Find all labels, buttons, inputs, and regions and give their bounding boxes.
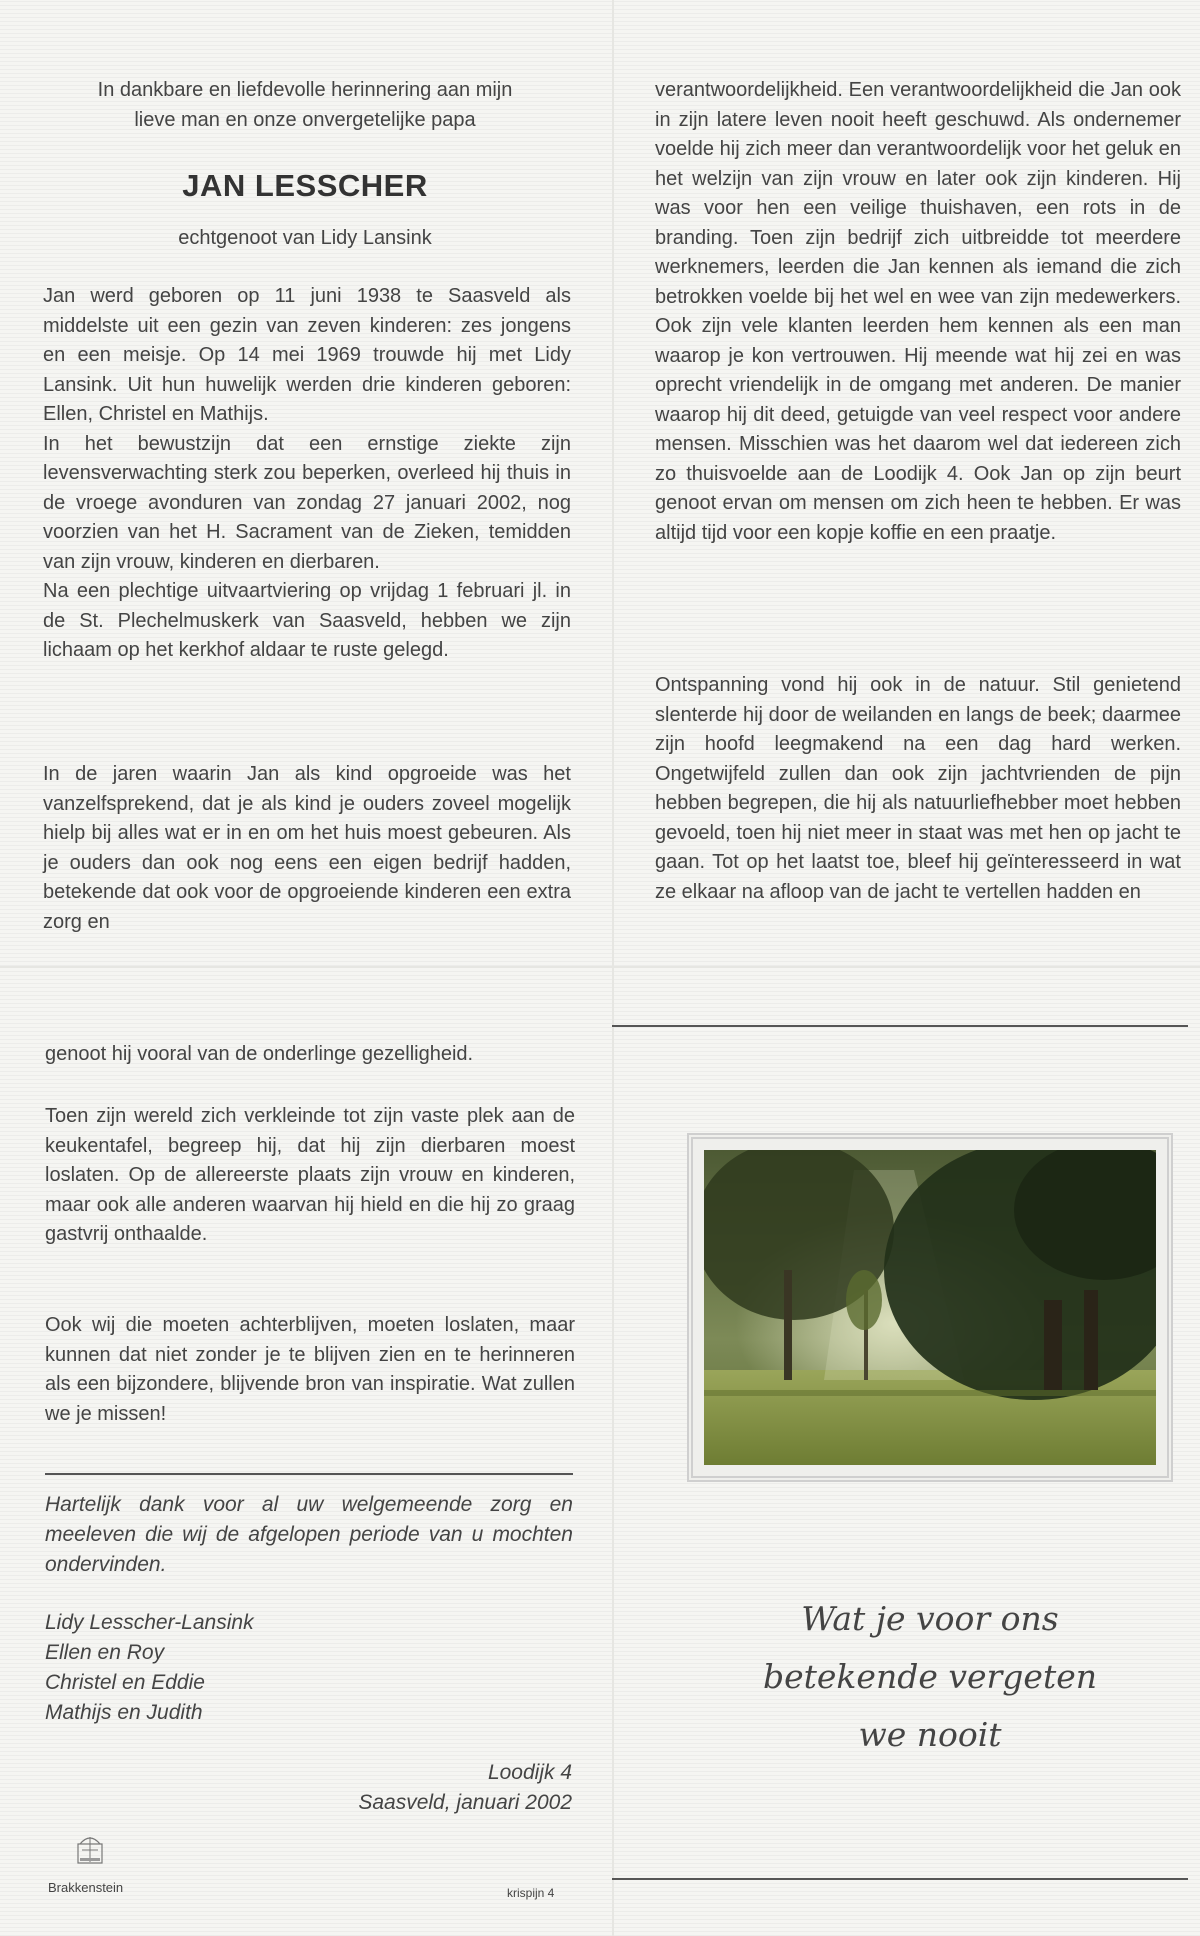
intro-text <box>55 76 555 135</box>
memorial-quote <box>700 1590 1160 1764</box>
family-member: Ellen en Roy <box>45 1641 165 1664</box>
publisher-logo-icon <box>77 1834 103 1864</box>
biography-para-5: verantwoordelijkheid. Een verantwoordelijkheid die Jan ook in zijn latere leven nooit heeft geschuwd. Als ondernemer voelde hij zich meer dan verantwoordelijk voor het geluk en het welzijn van zijn vrouw en later ook zijn kinderen. Hij was voor hen een veilige thuishaven, een rots in de branding. Toen zijn bedrijf zich uitbreidde tot meerdere werknemers, leerden die Jan kennen als iemand die zich betrokken voelde bij het wel en wee van zijn medewerkers. Ook zijn vele klanten leerden hem kennen als een man waarop je kon vertrouwen. Hij meende wat hij zei en was oprecht vriendelijk in de omgang met anderen. De manier waarop hij dit deed, getuigde van veel respect voor andere mensen. Misschien was het daarom wel dat iedereen zich zo thuisvoelde aan de Loodijk 4. Ook Jan op zijn beurt genoot ervan om mensen om zich heen te hebben. Er was altijd tijd voor een kopje koffie en een praatje. <box>655 79 1181 544</box>
quote-line-3: we nooit <box>858 1715 1002 1754</box>
farewell-para-2: Ook wij die moeten achterblijven, moeten loslaten, maar kunnen dat niet zonder je te blijven zien en te herinneren als een bijzondere, blijvende bron van inspiratie. Wat zullen we je missen! <box>45 1314 575 1425</box>
family-member: Christel en Eddie <box>45 1671 205 1694</box>
address-street: Loodijk 4 <box>487 1761 572 1784</box>
continuation-line: genoot hij vooral van de onderlinge gezelligheid. <box>45 1043 474 1065</box>
biography-para-1: Jan werd geboren op 11 juni 1938 te Saasveld als middelste uit een gezin van zeven kinderen: zes jongens en een meisje. Op 14 mei 1969 trouwde hij met Lidy Lansink. Uit hun huwelijk werden drie kinderen geboren: Ellen, Christel en Mathijs. <box>43 285 571 425</box>
quote-line-2: betekende vergeten <box>762 1657 1097 1696</box>
address-block <box>300 1758 572 1818</box>
biography-para-2: In het bewustzijn dat een ernstige ziekte zijn levensverwachting sterk zou beperken, overleed hij thuis in de vroege avonduren van zondag 27 januari 2002, nog voorzien van het H. Sacrament van de Zieken, temidden van zijn vrouw, kinderen en dierbaren. <box>43 432 571 573</box>
cover-bottom-rule <box>612 1878 1188 1880</box>
horizontal-fold <box>0 966 1200 968</box>
family-member: Mathijs en Judith <box>45 1701 203 1724</box>
intro-line-1: In dankbare en liefdevolle herinnering aan mijn <box>97 79 513 101</box>
biography-para-4: In de jaren waarin Jan als kind opgroeide was het vanzelfsprekend, dat je als kind je ouders zoveel mogelijk hielp bij alles wat er in en om het huis moest gebeuren. Als je ouders dan ook nog eens een eigen bedrijf hadden, betekende dat ook voor de opgroeiende kinderen een extra zorg en <box>43 763 571 933</box>
biography-para-6: Ontspanning vond hij ook in de natuur. Stil genietend slenterde hij door de weilanden en langs de beek; daarmee zijn hoofd leegmakend na een dag hard werken. Ongetwijfeld zullen dan ook zijn jachtvrienden de pijn hebben begrepen, die hij als natuurliefhebber moet hebben gevoeld, toen hij niet meer in staat was met hen op jacht te gaan. Tot op het laatst toe, bleef hij geïnteresseerd in wat ze elkaar na afloop van de jacht te vertellen hadden en <box>655 674 1181 903</box>
deceased-name: JAN LESSCHER <box>182 168 428 203</box>
spouse-line: echtgenoot van Lidy Lansink <box>178 227 432 249</box>
family-signatures <box>45 1608 345 1728</box>
biography-block <box>43 282 571 666</box>
farewell-para-1: Toen zijn wereld zich verkleinde tot zijn vaste plek aan de keukentafel, begreep hij, dat hij zijn dierbaren moest loslaten. Op de allereerste plaats zijn vrouw en kinderen, maar ook alle anderen waarvan hij hield en die hij zo graag gastvrij onthaalde. <box>45 1105 575 1245</box>
product-code: krispijn 4 <box>507 1886 555 1900</box>
quote-line-1: Wat je voor ons <box>801 1599 1059 1638</box>
vertical-fold <box>612 0 614 1936</box>
intro-line-2: lieve man en onze onvergetelijke papa <box>134 108 476 131</box>
thanks-text: Hartelijk dank voor al uw welgemeende zorg en meeleven die wij de afgelopen periode van u mochten ondervinden. <box>45 1493 573 1576</box>
cover-top-rule <box>612 1025 1188 1027</box>
park-trees-photo <box>704 1150 1156 1465</box>
family-member: Lidy Lesscher-Lansink <box>45 1611 254 1634</box>
biography-para-3: Na een plechtige uitvaartviering op vrijdag 1 februari jl. in de St. Plechelmuskerk van Saasveld, hebben we zijn lichaam op het kerkhof aldaar te ruste gelegd. <box>43 580 571 661</box>
publisher-name: Brakkenstein <box>48 1880 124 1895</box>
address-place-date: Saasveld, januari 2002 <box>358 1791 572 1814</box>
divider-rule <box>45 1473 573 1475</box>
